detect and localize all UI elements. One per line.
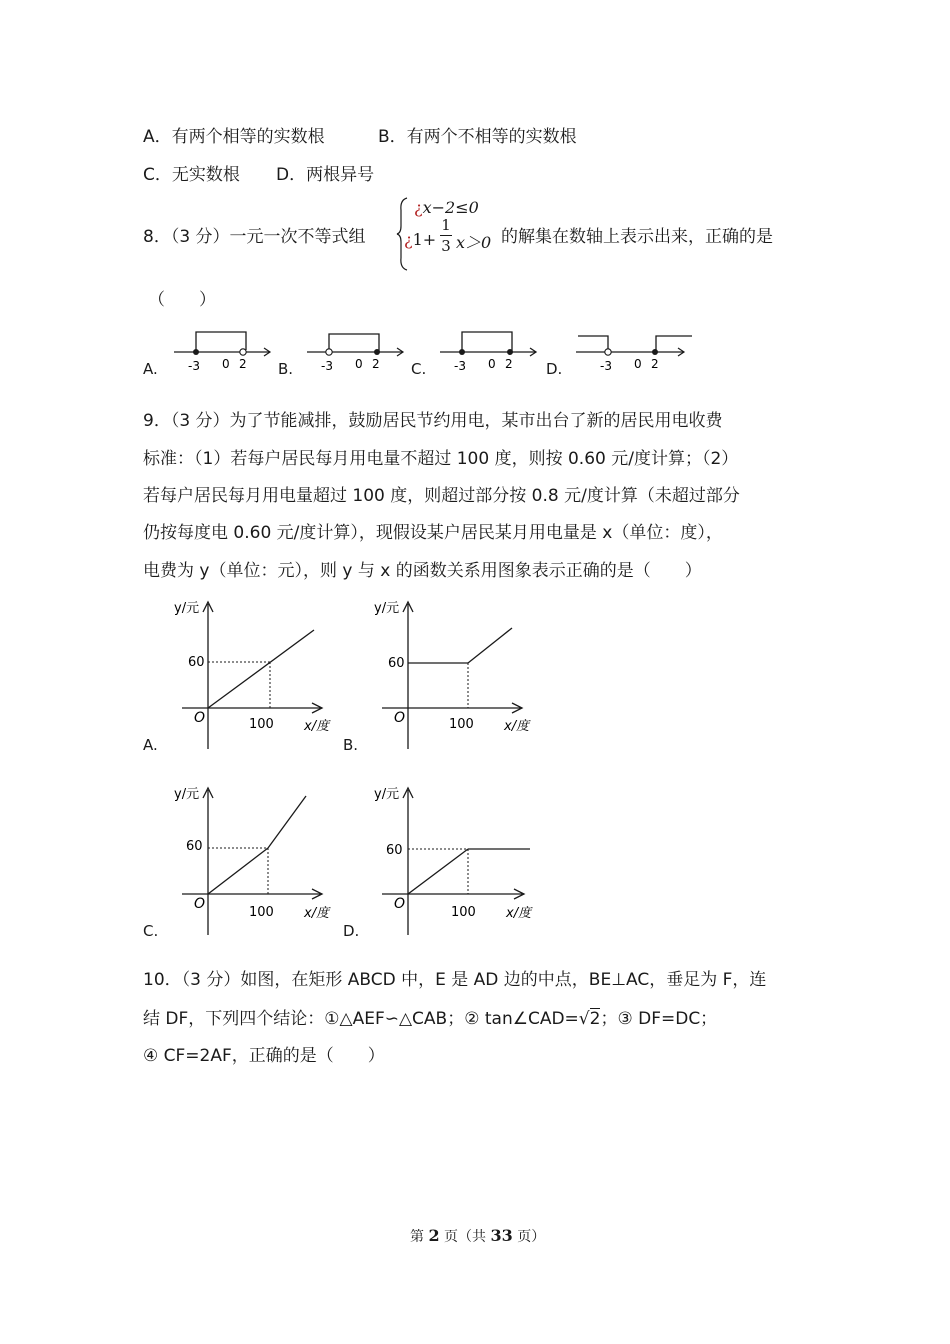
q10-line2: 结 DF，下列四个结论：①△AEF∽△CAB；② tan∠CAD=√2；③ DF=DC； [143,1009,718,1029]
svg-text:0: 0 [222,357,230,371]
q8-paren: （ ） [148,290,216,310]
svg-text:60: 60 [186,839,203,854]
q8-suffix: 的解集在数轴上表示出来，正确的是 [501,227,773,247]
q9-graph-b [366,594,546,754]
svg-text:60: 60 [386,843,403,858]
svg-text:O: O [194,896,206,912]
q9-line3: 若每户居民每月用电量超过 100 度，则超过部分按 0.8 元/度计算（未超过部分 [143,486,740,506]
q7-option-b: B．有两个不相等的实数根 [378,127,577,147]
svg-text:x/度: x/度 [304,906,330,921]
svg-text:-3: -3 [600,359,612,373]
svg-text:y/元: y/元 [174,787,200,802]
q8-letter-b: B. [278,360,294,378]
svg-text:0: 0 [634,357,642,371]
svg-text:100: 100 [451,905,476,920]
q8-numberline-c [438,326,542,376]
q9-line4: 仍按每度电 0.60 元/度计算），现假设某户居民某月用电量是 x（单位：度）， [143,523,723,543]
q8-numberline-b [305,326,409,376]
svg-text:0: 0 [488,357,496,371]
svg-text:100: 100 [249,717,274,732]
q7-option-d: D．两根异号 [276,165,375,185]
svg-text:60: 60 [388,656,405,671]
svg-text:100: 100 [249,905,274,920]
svg-text:2: 2 [372,357,380,371]
q8-prefix: 8．（3 分）一元一次不等式组 [143,227,366,247]
q8-numberline-d [574,326,692,376]
q8-numberline-a [172,326,276,376]
q8-letter-d: D. [546,360,563,378]
q8-system-line1: ¿x−2≤0 [414,198,479,217]
q9-line2: 标准：（1）若每户居民每月用电量不超过 100 度，则按 0.60 元/度计算；（2） [143,449,739,469]
q8-fraction: 1 3 [441,216,451,255]
q10-line1: 10．（3 分）如图，在矩形 ABCD 中，E 是 AD 边的中点，BE⊥AC，垂足为 F，连 [143,970,767,990]
q8-letter-a: A. [143,360,158,378]
svg-text:-3: -3 [188,359,200,373]
q8-system-line2: ¿1+ [404,230,437,249]
svg-text:60: 60 [188,655,205,670]
svg-text:y/元: y/元 [374,601,400,616]
q8-letter-c: C. [411,360,427,378]
svg-text:O: O [394,896,406,912]
q9-letter-a: A. [143,736,158,754]
svg-text:2: 2 [239,357,247,371]
q9-letter-c: C. [143,922,159,940]
q9-letter-b: B. [343,736,359,754]
svg-text:0: 0 [355,357,363,371]
q9-graph-c [166,780,346,940]
q7-option-a: A．有两个相等的实数根 [143,127,325,147]
page-footer: 第 2 页（共 33 页） [410,1226,546,1245]
q9-line1: 9．（3 分）为了节能减排，鼓励居民节约用电，某市出台了新的居民用电收费 [143,411,723,431]
svg-text:O: O [394,710,406,726]
svg-text:2: 2 [651,357,659,371]
svg-text:O: O [194,710,206,726]
svg-text:x/度: x/度 [304,719,330,734]
svg-text:y/元: y/元 [174,601,200,616]
q9-graph-a [166,594,346,754]
svg-text:2: 2 [505,357,513,371]
sqrt-sign: √ [578,1009,590,1029]
svg-text:x/度: x/度 [506,906,532,921]
q9-letter-d: D. [343,922,360,940]
page-total: 33 [490,1226,513,1245]
q10-line3: ④ CF=2AF，正确的是（ ） [143,1046,385,1066]
svg-text:-3: -3 [321,359,333,373]
q8-inequality-system [396,196,500,272]
svg-text:-3: -3 [454,359,466,373]
svg-text:x/度: x/度 [504,719,530,734]
q9-line5: 电费为 y（单位：元），则 y 与 x 的函数关系用图象表示正确的是（ ） [143,561,702,581]
q7-option-c: C．无实数根 [143,165,240,185]
q9-graph-d [366,780,546,940]
svg-text:y/元: y/元 [374,787,400,802]
svg-text:100: 100 [449,717,474,732]
q8-system-line2-tail: x＞0 [456,233,492,252]
page-number: 2 [428,1226,440,1245]
